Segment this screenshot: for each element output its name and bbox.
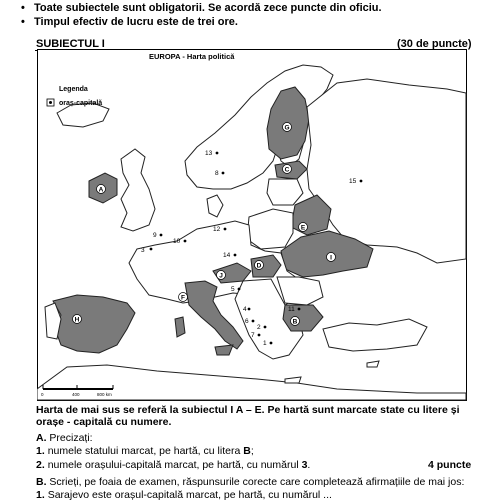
part-a-heading-text: Precizați: (49, 432, 93, 444)
state-letter-J (217, 271, 226, 280)
legend-capital-label: oraș-capitală (59, 100, 103, 107)
svg-text:2: 2 (257, 324, 261, 331)
map-title: EUROPA - Harta politică (149, 52, 235, 61)
svg-text:B: B (292, 318, 298, 326)
part-a-item-1-emph: B (243, 445, 251, 457)
state-letter-I (327, 253, 336, 262)
poland-landmass (247, 209, 293, 249)
svg-text:7: 7 (251, 332, 255, 339)
state-letter-D (255, 261, 264, 270)
state-letter-E (299, 223, 308, 232)
state-letter-H (73, 315, 82, 324)
part-a-item-2-num: 2. (36, 459, 45, 471)
svg-text:H: H (74, 316, 80, 324)
part-b-item-1 (36, 489, 332, 501)
svg-text:15: 15 (349, 178, 357, 185)
state-letter-F (179, 293, 188, 302)
svg-text:A: A (98, 186, 104, 194)
part-a-item-1-num: 1. (36, 445, 45, 457)
part-a-item-1-text: numele statului marcat, pe hartă, cu litera (47, 445, 241, 457)
section-title: SUBIECTUL I (36, 38, 105, 50)
sardinia-landmass (175, 317, 185, 337)
svg-text:11: 11 (288, 306, 295, 313)
svg-text:6: 6 (245, 318, 249, 325)
part-a-heading (36, 432, 93, 444)
svg-text:D: D (256, 262, 262, 270)
svg-text:9: 9 (153, 232, 157, 239)
scale-label-800: 800 km (97, 392, 112, 397)
part-a-letter: A. (36, 432, 47, 444)
svg-text:E: E (300, 224, 306, 232)
state-letter-C (283, 165, 292, 174)
part-b-letter: B. (36, 476, 47, 488)
part-b-item-1-text: Sarajevo este orașul-capitală marcat, pe hartă, cu numărul ... (47, 489, 332, 501)
state-letter-B (291, 317, 300, 326)
state-letter-A (97, 185, 106, 194)
part-a-points: 4 puncte (428, 459, 472, 471)
scale-label-0: 0 (41, 392, 44, 397)
part-a-item-2 (36, 459, 310, 471)
svg-text:13: 13 (205, 150, 213, 157)
state-letter-G (283, 123, 292, 132)
europe-political-map (37, 49, 467, 401)
svg-text:4: 4 (243, 306, 247, 313)
svg-text:8: 8 (215, 170, 219, 177)
svg-text:1: 1 (263, 340, 267, 347)
svg-text:14: 14 (223, 252, 231, 259)
svg-text:3: 3 (141, 247, 145, 254)
part-a-item-2-text: numele orașului-capitală marcat, pe hartă, cu numărul (47, 459, 299, 471)
part-a-item-1 (36, 445, 254, 457)
legend-capital-dot (49, 101, 52, 104)
svg-text:G: G (284, 124, 290, 132)
part-a-item-2-emph: 3 (301, 459, 308, 471)
instruction-line-1: • Toate subiectele sunt obligatorii. Se acordă zece puncte din oficiu. (34, 2, 382, 14)
part-a-item-2-end: . (307, 459, 311, 471)
part-a-item-1-end: ; (250, 445, 254, 457)
part-b-heading (36, 476, 464, 488)
part-b-item-1-num: 1. (36, 489, 45, 501)
legend-title: Legenda (59, 86, 88, 93)
romania-landmass (277, 277, 323, 305)
section-points: (30 de puncte) (397, 38, 472, 50)
svg-text:C: C (284, 166, 290, 174)
instruction-line-2: • Timpul efectiv de lucru este de trei ore. (34, 16, 238, 28)
svg-text:J: J (219, 272, 223, 280)
svg-text:12: 12 (213, 226, 221, 233)
svg-text:5: 5 (231, 286, 235, 293)
part-b-text: Scrieți, pe foaia de examen, răspunsurile corecte care completează afirmațiile de mai jos: (49, 476, 465, 488)
scale-label-400: 400 (72, 392, 80, 397)
svg-text:I: I (330, 254, 332, 262)
svg-text:F: F (181, 294, 185, 302)
map-caption: Harta de mai sus se referă la subiectul I A – E. Pe hartă sunt marcate state cu litere și orașe - capitală cu numere. (36, 404, 460, 428)
svg-text:10: 10 (173, 238, 181, 245)
